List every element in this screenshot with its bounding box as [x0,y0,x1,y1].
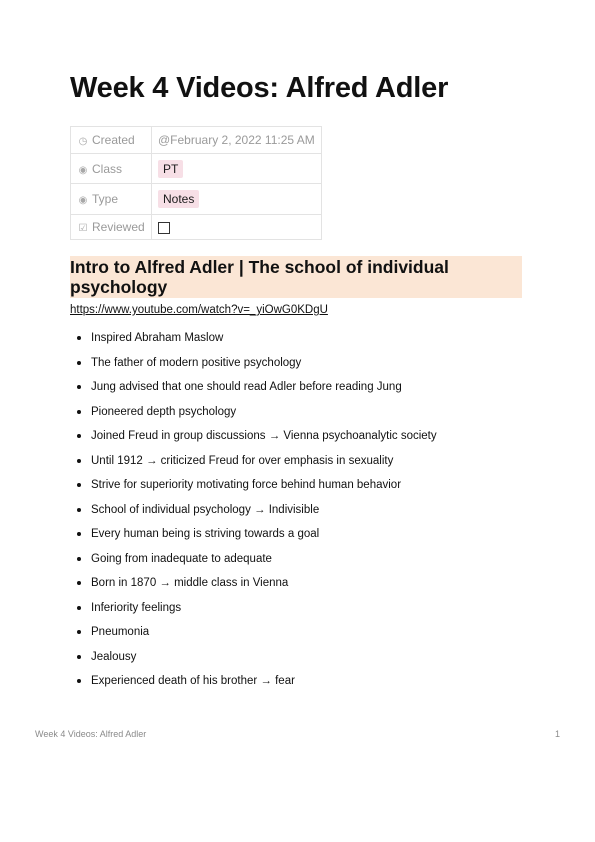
list-item-text: Inferiority feelings [91,601,182,614]
type-tag[interactable]: Notes [158,190,199,208]
property-label: Class [92,161,123,176]
created-date: @February 2, 2022 11:25 AM [158,133,315,147]
list-item [70,522,550,547]
list-item [70,375,550,400]
list-item-text: Inspired Abraham Maslow [91,332,224,345]
bullet-dot-icon [77,557,81,561]
bullet-list [70,326,550,694]
list-item [70,620,550,645]
property-key-reviewed [71,215,152,240]
bullet-dot-icon [77,459,81,463]
list-item-text: Strive for superiority motivating force behind human behavior [91,479,402,492]
list-item-text: The father of modern positive psychology [91,356,302,369]
property-label: Reviewed [92,220,145,234]
list-item-text: Going from inadequate to adequate [91,552,272,565]
page-number: 1 [554,729,560,739]
list-item-text: School of individual psychology → Indivisible [91,503,320,516]
list-item-text: Pioneered depth psychology [91,405,237,418]
list-item [70,424,550,449]
list-item-text: Every human being is striving towards a goal [91,528,320,541]
list-item-text: Pneumonia [91,626,150,639]
list-item-text: Joined Freud in group discussions → Vienna psychoanalytic society [91,430,437,443]
bullet-dot-icon [77,532,81,536]
property-label: Type [92,192,119,206]
list-item-text: Until 1912 → criticized Freud for over emphasis in sexuality [91,454,394,467]
checkbox-property-icon: ☑ [78,223,88,234]
bullet-dot-icon [77,655,81,659]
list-item [70,547,550,572]
property-row-class [71,154,322,184]
bullet-dot-icon [77,410,81,414]
list-item-text: Born in 1870 → middle class in Vienna [91,577,289,590]
property-value-class[interactable] [152,154,322,184]
reviewed-checkbox[interactable] [158,222,170,234]
property-row-created [71,127,322,154]
list-item [70,449,550,474]
property-key-class [71,154,152,184]
list-item-text: Jung advised that one should read Adler before reading Jung [91,381,402,394]
list-item [70,669,550,694]
property-row-reviewed [71,215,322,240]
list-item [70,400,550,425]
footer-title: Week 4 Videos: Alfred Adler [35,729,147,739]
property-value-reviewed [152,215,322,240]
class-tag[interactable]: PT [158,160,183,178]
list-item [70,571,550,596]
list-item [70,596,550,621]
properties-table [70,126,322,240]
list-item [70,351,550,376]
bullet-dot-icon [77,336,81,340]
bullet-dot-icon [77,581,81,585]
list-item [70,473,550,498]
video-link[interactable]: https://www.youtube.com/watch?v=_yiOwG0KDgU [70,304,328,316]
section-heading: Intro to Alfred Adler | The school of individual psychology [70,256,522,298]
list-item [70,498,550,523]
bullet-dot-icon [77,385,81,389]
select-icon: ◉ [78,195,88,206]
bullet-dot-icon [77,361,81,365]
property-value-type[interactable] [152,184,322,215]
list-item [70,645,550,670]
list-item-text: Experienced death of his brother → fear [91,675,295,688]
bullet-dot-icon [77,434,81,438]
bullet-dot-icon [77,679,81,683]
property-key-created [71,127,152,154]
bullet-dot-icon [77,606,81,610]
select-icon: ◉ [78,164,88,176]
property-label: Created [92,133,135,147]
bullet-dot-icon [77,508,81,512]
bullet-dot-icon [77,483,81,487]
list-item [70,326,550,351]
property-row-type [71,184,322,215]
list-item-text: Jealousy [91,650,137,663]
page-title: Week 4 Videos: Alfred Adler [70,72,449,104]
property-key-type [71,184,152,215]
clock-icon: ◷ [78,136,88,147]
bullet-dot-icon [77,630,81,634]
property-value-created [152,127,322,154]
